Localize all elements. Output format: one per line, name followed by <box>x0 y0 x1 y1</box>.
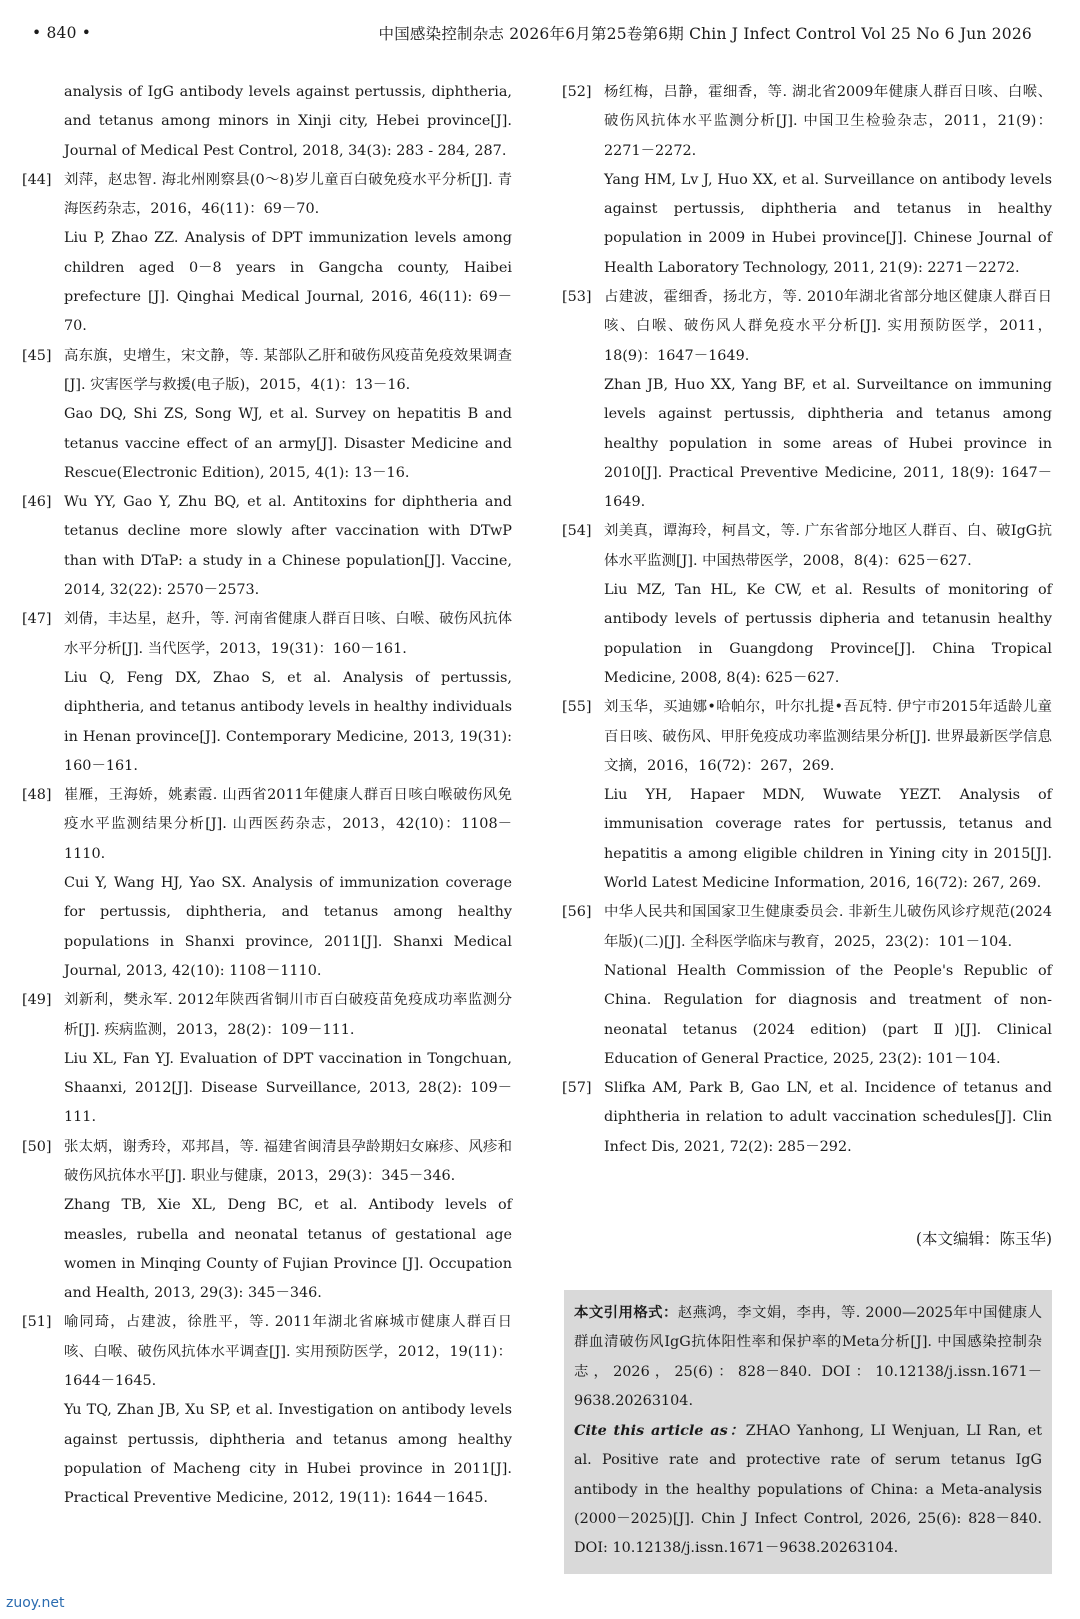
reference-item <box>562 693 1052 898</box>
right-column <box>562 78 1052 1162</box>
reference-item <box>22 986 512 1132</box>
reference-text-en: Liu XL, Fan YJ. Evaluation of DPT vaccination in Tongchuan, Shaanxi, 2012[J]. Disease Surveillance, 2013, 28(2): 109－111. <box>64 1050 512 1126</box>
reference-text-en: Yu TQ, Zhan JB, Xu SP, et al. Investigation on antibody levels against pertussis, diphtheria and tetanus among healthy population of Macheng city in Hubei province in 2011[J]. Practical Preventive Medicine, 2012, 19(11): 1644－1645. <box>64 1402 512 1507</box>
reference-text-en: Zhang TB, Xie XL, Deng BC, et al. Antibody levels of measles, rubella and neonatal tetanus of gestational age women in Minqing County of Fujian Province [J]. Occupation and Health, 2013, 29(3): 345－346. <box>64 1197 512 1302</box>
reference-text-zh: 刘倩，丰达星，赵升，等. 河南省健康人群百日咳、白喉、破伤风抗体水平分析[J]. 当代医学，2013，19(31)：160－161. <box>64 611 512 657</box>
reference-body <box>604 517 1052 693</box>
reference-number: [54] <box>562 523 592 540</box>
citation-text-zh: 赵燕鸿，李文娟，李冉，等. 2000—2025年中国健康人群血清破伤风IgG抗体阳性率和保护率的Meta分析[J]. 中国感染控制杂志，2026，25(6)：828－840. DOI：10.12138/j.issn.1671－9638.20263104. <box>574 1305 1042 1409</box>
reference-item <box>22 605 512 781</box>
reference-text-zh: 张太炳，谢秀玲，邓邦昌，等. 福建省闽清县孕龄期妇女麻疹、风疹和破伤风抗体水平[J]. 职业与健康，2013，29(3)：345－346. <box>64 1138 512 1184</box>
left-reference-list <box>22 166 512 1514</box>
reference-text-en: Slifka AM, Park B, Gao LN, et al. Incidence of tetanus and diphtheria in relation to adult vaccination schedules[J]. Clin Infect Dis, 2021, 72(2): 285－292. <box>604 1080 1052 1155</box>
right-reference-list <box>562 78 1052 1162</box>
reference-number: [48] <box>22 787 52 804</box>
reference-body <box>64 986 512 1132</box>
reference-number: [45] <box>22 347 52 364</box>
running-header <box>32 18 1032 48</box>
citation-text-en: ZHAO Yanhong, LI Wenjuan, LI Ran, et al. Positive rate and protective rate of serum tetanus IgG antibody in the healthy populations of China: a Meta-analysis (2000－2025)[J]. Chin J Infect Control, 2026, 25(6): 828－840. DOI: 10.12138/j.issn.1671－9638.20263104. <box>574 1423 1043 1557</box>
reference-body <box>604 898 1052 1074</box>
reference-body <box>604 283 1052 517</box>
reference-text-en: Yang HM, Lv J, Huo XX, et al. Surveillance on antibody levels against pertussis, diphtheria and tetanus in healthy population in 2009 in Hubei province[J]. Chinese Journal of Health Laboratory Technology, 2011, 21(9): 2271－2272. <box>604 171 1052 276</box>
reference-number: [47] <box>22 611 52 628</box>
reference-text-zh: 杨红梅，吕静，霍细香，等. 湖北省2009年健康人群百日咳、白喉、破伤风抗体水平监测分析[J]. 中国卫生检验杂志，2011，21(9)：2271－2272. <box>604 84 1052 159</box>
reference-item <box>22 1308 512 1513</box>
reference-body <box>604 693 1052 898</box>
citation-label-en: Cite this article as： <box>574 1422 746 1440</box>
reference-item <box>22 781 512 986</box>
reference-text-en: Liu Q, Feng DX, Zhao S, et al. Analysis of pertussis, diphtheria, and tetanus antibody levels in healthy individuals in Henan province[J]. Contemporary Medicine, 2013, 19(31): 160－161. <box>64 669 512 774</box>
reference-text-zh: 刘萍，赵忠智. 海北州刚察县(0～8)岁儿童百白破免疫水平分析[J]. 青海医药杂志，2016，46(11)：69－70. <box>64 171 512 218</box>
reference-text-zh: 中华人民共和国国家卫生健康委员会. 非新生儿破伤风诊疗规范(2024年版)(二)[J]. 全科医学临床与教育，2025，23(2)：101－104. <box>604 904 1052 950</box>
reference-item <box>562 517 1052 693</box>
reference-item <box>562 283 1052 517</box>
reference-body <box>64 488 512 605</box>
reference-body <box>64 605 512 781</box>
reference-item <box>562 898 1052 1074</box>
citation-label-zh: 本文引用格式： <box>574 1304 678 1321</box>
reference-number: [51] <box>22 1314 52 1331</box>
reference-item <box>22 166 512 342</box>
site-watermark: zuoy.net <box>6 1595 65 1611</box>
reference-body <box>64 166 512 342</box>
reference-item <box>562 78 1052 283</box>
reference-number: [44] <box>22 171 52 188</box>
reference-number: [46] <box>22 494 52 511</box>
reference-text-en: Wu YY, Gao Y, Zhu BQ, et al. Antitoxins for diphtheria and tetanus decline more slowly after vaccination with DTwP than with DTaP: a study in a Chinese population[J]. Vaccine, 2014, 32(22): 2570－2573. <box>64 494 512 599</box>
reference-item <box>22 488 512 605</box>
page-number: • 840 • <box>32 24 92 42</box>
reference-number: [50] <box>22 1138 52 1155</box>
reference-item <box>22 342 512 488</box>
reference-body <box>604 1074 1052 1162</box>
reference-body <box>64 1308 512 1513</box>
reference-text-en: Liu MZ, Tan HL, Ke CW, et al. Results of monitoring of antibody levels of pertussis dipheria and tetanusin healthy population in Guangdong Province[J]. China Tropical Medicine, 2008, 8(4): 625－627. <box>604 582 1052 686</box>
reference-continuation: analysis of IgG antibody levels against pertussis, diphtheria, and tetanus among minors in Xinji city, Hebei province[J]. Journal of Medical Pest Control, 2018, 34(3): 283 - 284, 287. <box>64 84 512 159</box>
reference-text-en: Zhan JB, Huo XX, Yang BF, et al. Surveiltance on immuning levels against pertussis, diphtheria and tetanus among healthy population in some areas of Hubei province in 2010[J]. Practical Preventive Medicine, 2011, 18(9): 1647－1649. <box>604 376 1052 511</box>
citation-box <box>564 1290 1052 1574</box>
journal-header: 中国感染控制杂志 2026年6月第25卷第6期 Chin J Infect Control Vol 25 No 6 Jun 2026 <box>378 25 1032 43</box>
reference-text-en: Gao DQ, Shi ZS, Song WJ, et al. Survey on hepatitis B and tetanus vaccine effect of an army[J]. Disaster Medicine and Rescue(Electronic Edition), 2015, 4(1): 13－16. <box>64 406 512 481</box>
reference-text-zh: 刘玉华，买迪娜•哈帕尔，叶尔扎提•吾瓦特. 伊宁市2015年适龄儿童百日咳、破伤风、甲肝免疫成功率监测结果分析[J]. 世界最新医学信息文摘，2016，16(72)：267，269. <box>604 699 1052 774</box>
reference-number: [49] <box>22 992 52 1009</box>
reference-body <box>64 342 512 488</box>
reference-body <box>64 1133 512 1309</box>
reference-text-zh: 高东旗，史增生，宋文静，等. 某部队乙肝和破伤风疫苗免疫效果调查[J]. 灾害医学与救援(电子版)，2015，4(1)：13－16. <box>64 347 512 393</box>
editor-note: (本文编辑：陈玉华) <box>915 1230 1052 1248</box>
reference-number: [56] <box>562 904 592 921</box>
reference-number: [55] <box>562 699 592 716</box>
reference-text-zh: 崔雁，王海娇，姚素霞. 山西省2011年健康人群百日咳白喉破伤风免疫水平监测结果分析[J]. 山西医药杂志，2013，42(10)：1108－1110. <box>64 787 512 862</box>
left-column <box>22 78 512 1514</box>
reference-text-en: Liu YH, Hapaer MDN, Wuwate YEZT. Analysis of immunisation coverage rates for pertussis, tetanus and hepatitis a among eligible children in Yining city in 2015[J]. World Latest Medicine Information, 2016, 16(72): 267, 269. <box>604 787 1052 892</box>
reference-item <box>22 1133 512 1309</box>
reference-text-en: Liu P, Zhao ZZ. Analysis of DPT immunization levels among children aged 0－8 years in Gangcha county, Haibei prefecture [J]. Qinghai Medical Journal, 2016, 46(11): 69－70. <box>64 230 512 335</box>
reference-number: [52] <box>562 84 592 100</box>
reference-text-zh: 刘美真，谭海玲，柯昌文，等. 广东省部分地区人群百、白、破IgG抗体水平监测[J]. 中国热带医学，2008，8(4)：625－627. <box>604 523 1052 569</box>
reference-text-en: National Health Commission of the People's Republic of China. Regulation for diagnosis and treatment of non-neonatal tetanus (2024 edition) (part Ⅱ)[J]. Clinical Education of General Practice, 2025, 23(2): 101－104. <box>604 962 1052 1067</box>
reference-number: [53] <box>562 289 592 306</box>
reference-number: [57] <box>562 1080 592 1097</box>
reference-text-en: Cui Y, Wang HJ, Yao SX. Analysis of immunization coverage for pertussis, diphtheria, and tetanus among healthy populations in Shanxi province, 2011[J]. Shanxi Medical Journal, 2013, 42(10): 1108－1110. <box>64 875 512 979</box>
reference-item <box>562 1074 1052 1162</box>
reference-text-zh: 喻同琦，占建波，徐胜平，等. 2011年湖北省麻城市健康人群百日咳、白喉、破伤风抗体水平调查[J]. 实用预防医学，2012，19(11)：1644－1645. <box>64 1314 512 1390</box>
reference-body <box>604 78 1052 283</box>
reference-body <box>64 781 512 986</box>
reference-text-zh: 刘新利，樊永军. 2012年陕西省铜川市百白破疫苗免疫成功率监测分析[J]. 疾病监测，2013，28(2)：109－111. <box>64 992 512 1038</box>
reference-text-zh: 占建波，霍细香，扬北方，等. 2010年湖北省部分地区健康人群百日咳、白喉、破伤风人群免疫水平分析[J]. 实用预防医学，2011，18(9)：1647－1649. <box>604 289 1052 364</box>
